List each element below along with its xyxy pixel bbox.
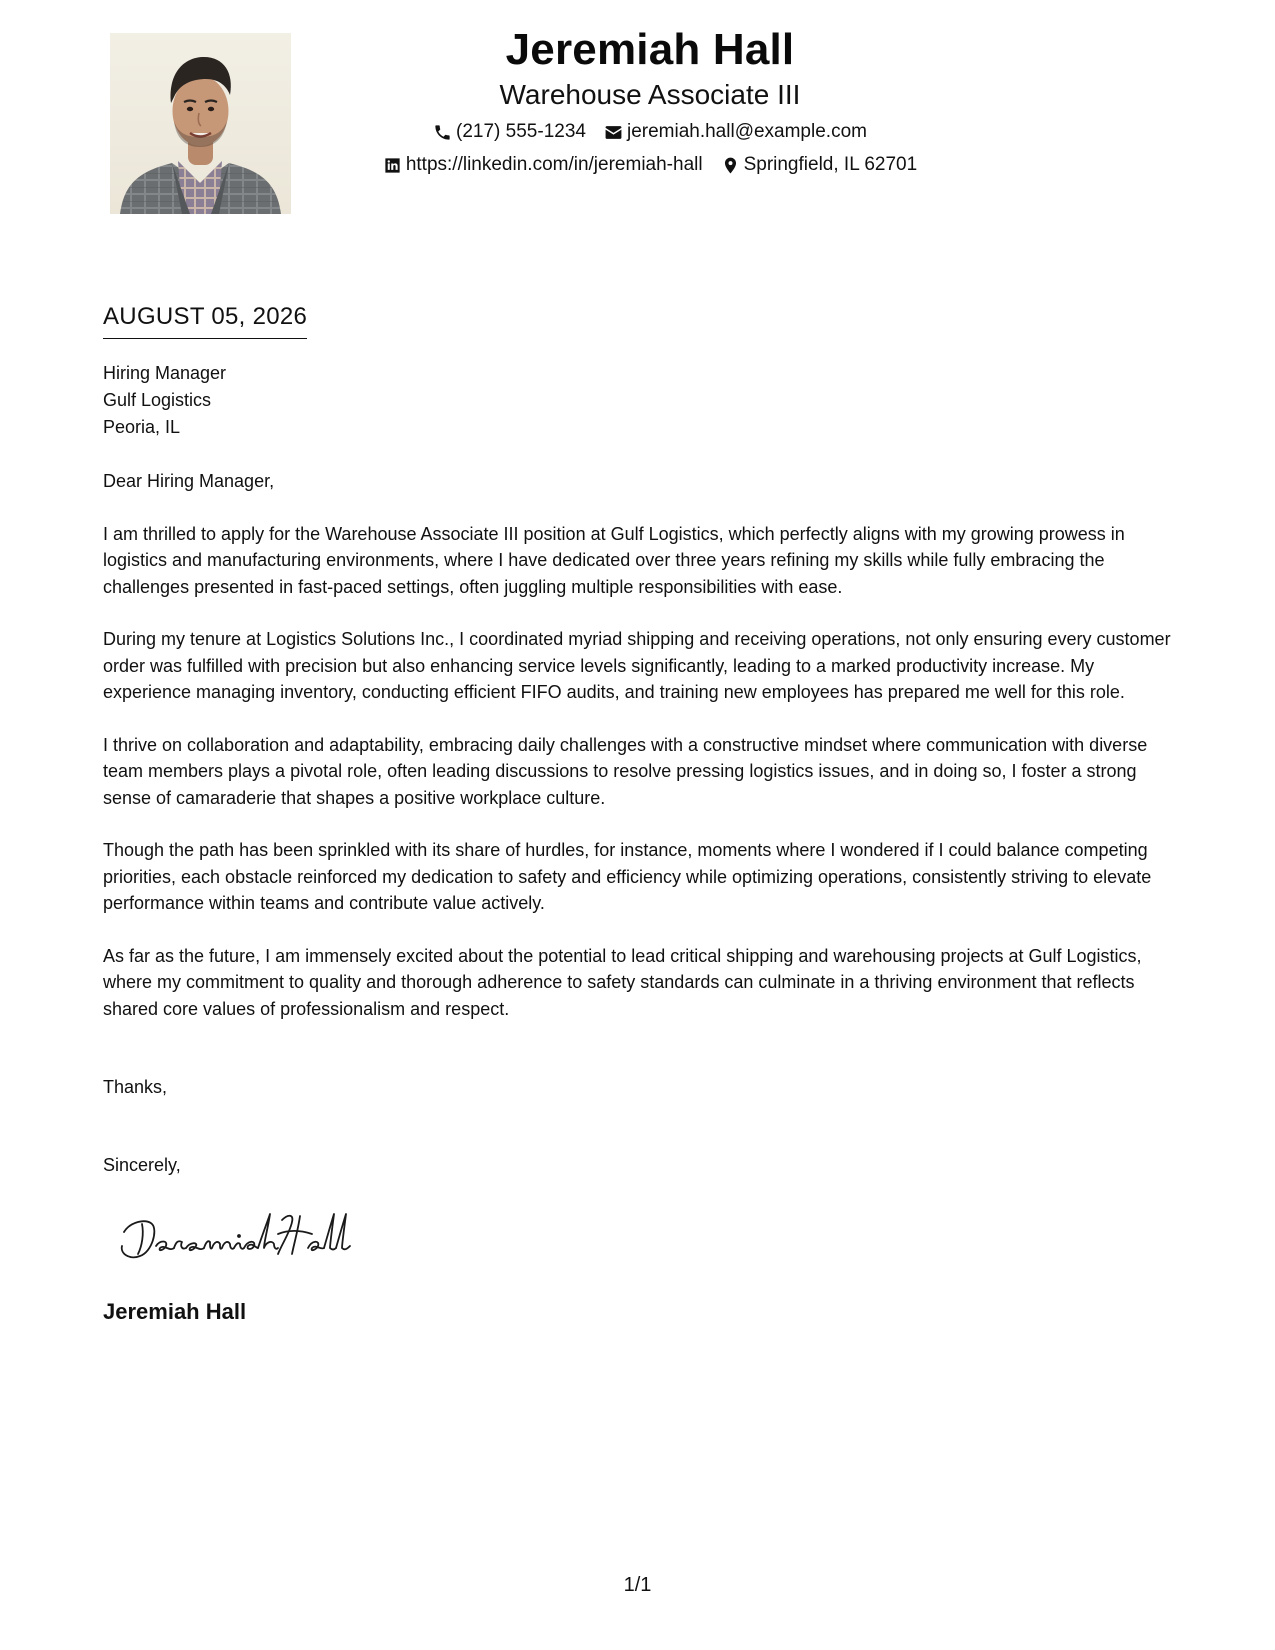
- portrait-illustration: [110, 33, 291, 214]
- letter-date: AUGUST 05, 2026: [103, 302, 307, 339]
- phone-icon: [433, 123, 452, 142]
- body-paragraph: During my tenure at Logistics Solutions Inc., I coordinated myriad shipping and receiving operations, not only ensuring every customer order was fulfilled with precision but also enhancing service levels significantly, leading to a marked productivity increase. My experience managing inventory, conducting efficient FIFO audits, and training new employees has prepared me well for this role.: [103, 629, 1171, 702]
- handwritten-signature: [112, 1200, 362, 1270]
- job-title: Warehouse Associate III: [499, 79, 801, 110]
- body-paragraph: I am thrilled to apply for the Warehouse Associate III position at Gulf Logistics, which perfectly aligns with my growing prowess in logistics and manufacturing environments, where I have dedicated over three years refining my skills while fully embracing the challenges presented in fast-paced settings, often juggling multiple responsibilities with ease.: [103, 523, 1125, 597]
- linkedin-contact: [383, 153, 703, 177]
- email-address[interactable]: jeremiah.hall@example.com: [626, 121, 867, 142]
- recipient-location: Peoria, IL: [103, 417, 181, 437]
- body-paragraph: As far as the future, I am immensely excited about the potential to lead critical shipping and warehousing projects at Gulf Logistics, where my commitment to quality and thorough adherence to safety standards can culminate in a thriving environment that reflects shared core values of professionalism and respect.: [103, 945, 1142, 1019]
- location-text: Springfield, IL 62701: [743, 154, 918, 175]
- sign-off: Sincerely,: [103, 1155, 181, 1175]
- map-pin-icon: [721, 156, 740, 175]
- signer-name: Jeremiah Hall: [103, 1299, 247, 1324]
- email-contact: [604, 120, 867, 144]
- letter-body: [103, 468, 1183, 1048]
- closing-line: Thanks,: [103, 1077, 168, 1097]
- recipient-title: Hiring Manager: [103, 363, 227, 383]
- profile-photo: [110, 33, 291, 214]
- recipient-company: Gulf Logistics: [103, 390, 212, 410]
- linkedin-url[interactable]: https://linkedin.com/in/jeremiah-hall: [405, 154, 703, 175]
- body-paragraph: I thrive on collaboration and adaptability, embracing daily challenges with a constructive mindset where communication with diverse team members plays a pivotal role, often leading discussions to resolve pressing logistics issues, and in doing so, I foster a strong sense of camaraderie that shapes a positive workplace culture.: [103, 734, 1148, 808]
- contact-row-secondary: [300, 153, 1000, 177]
- applicant-name: Jeremiah Hall: [505, 25, 795, 74]
- phone-contact: [433, 120, 586, 144]
- envelope-icon: [604, 123, 623, 142]
- signature-image: [112, 1200, 362, 1270]
- body-paragraph: Though the path has been sprinkled with its share of hurdles, for instance, moments where I wondered if I could balance competing priorities, each obstacle reinforced my dedication to safety and efficiency while optimizing operations, consistently striving to elevate performance within teams and contribute value actively.: [103, 840, 1152, 913]
- greeting: Dear Hiring Manager,: [103, 471, 275, 491]
- page-indicator: 1/1: [623, 1574, 652, 1596]
- contact-row-primary: [300, 120, 1000, 144]
- letter-header: [300, 20, 1000, 177]
- recipient-block: [103, 360, 226, 441]
- phone-number: (217) 555-1234: [456, 121, 586, 142]
- location-contact: [721, 153, 918, 177]
- linkedin-icon: [383, 156, 402, 175]
